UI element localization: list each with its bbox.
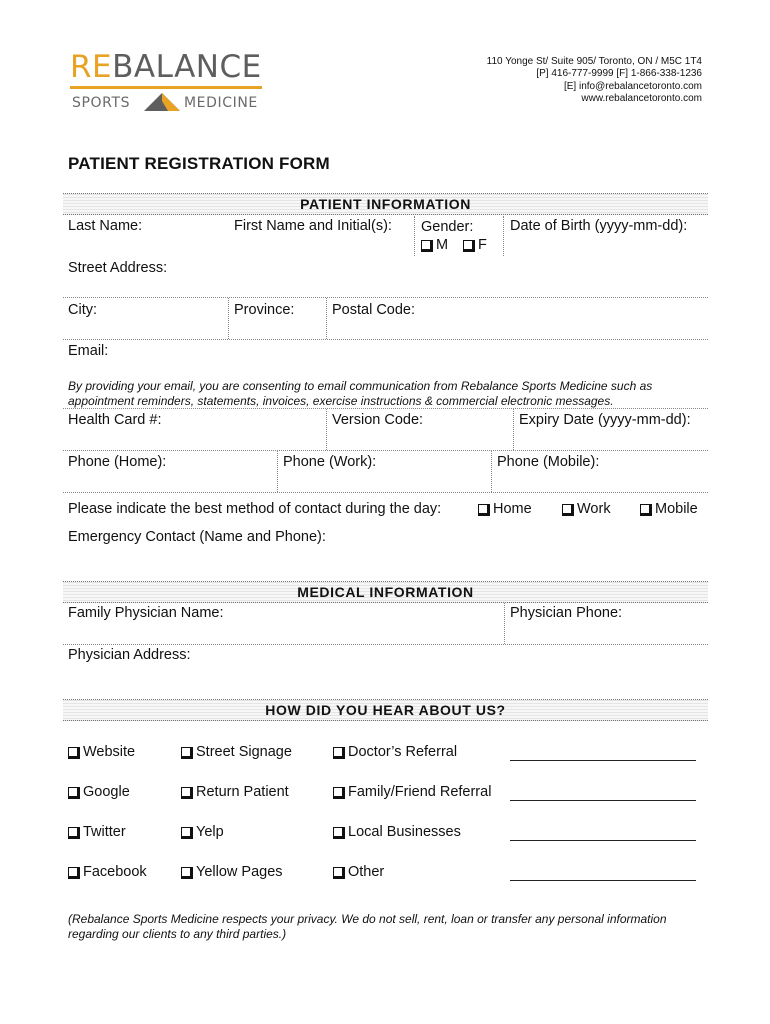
row-divider — [63, 339, 708, 340]
city-label: City: — [68, 302, 97, 318]
checkbox-icon[interactable] — [68, 747, 78, 757]
referral-option-label: Twitter — [83, 824, 126, 840]
divider — [491, 451, 492, 492]
patient-info-heading: PATIENT INFORMATION — [300, 196, 471, 212]
gender-f-option[interactable] — [463, 237, 487, 253]
logo-underline — [70, 86, 262, 89]
province-label: Province: — [234, 302, 295, 318]
contact-home-option[interactable] — [478, 501, 532, 517]
form-title: PATIENT REGISTRATION FORM — [68, 154, 330, 173]
divider — [326, 409, 327, 450]
referral-option-label: Street Signage — [196, 744, 292, 760]
email-note-line-1: By providing your email, you are consenting to email communication from Rebalance Sports Medicine such as — [68, 379, 653, 393]
row-divider — [63, 450, 708, 451]
referral-option-label: Family/Friend Referral — [348, 784, 492, 800]
checkbox-icon[interactable] — [181, 827, 191, 837]
email-consent-note — [68, 379, 718, 408]
gender-label: Gender: — [421, 219, 474, 235]
checkbox-icon[interactable] — [181, 867, 191, 877]
row-divider — [63, 297, 708, 298]
referral-blank-line[interactable] — [510, 840, 696, 841]
divider — [503, 216, 504, 256]
checkbox-icon[interactable] — [478, 504, 488, 514]
referral-yelp-option[interactable] — [181, 824, 224, 840]
referral-return-patient-option[interactable] — [181, 784, 289, 800]
referral-street-signage-option[interactable] — [181, 744, 292, 760]
referral-option-label: Doctor’s Referral — [348, 744, 458, 760]
logo-balance-text: BALANCE — [112, 49, 262, 85]
referral-option-label: Other — [348, 864, 385, 880]
medical-info-heading: MEDICAL INFORMATION — [297, 584, 474, 600]
contact-method-label: Please indicate the best method of contact during the day: — [68, 501, 442, 517]
referral-website-option[interactable] — [68, 744, 135, 760]
contact-mobile-label: Mobile — [655, 501, 698, 517]
contact-mobile-option[interactable] — [640, 501, 698, 517]
last-name-label: Last Name: — [68, 218, 143, 234]
referral-twitter-option[interactable] — [68, 824, 126, 840]
phone-home-label: Phone (Home): — [68, 454, 167, 470]
referral-blank-line[interactable] — [510, 800, 696, 801]
contact-home-label: Home — [493, 501, 532, 517]
patient-info-header — [63, 193, 708, 215]
referral-other-option[interactable] — [333, 864, 384, 880]
address-line-2: [P] 416-777-9999 [F] 1-866-338-1236 — [536, 68, 702, 80]
checkbox-icon[interactable] — [333, 787, 343, 797]
row-divider — [63, 492, 708, 493]
gender-m-option[interactable] — [421, 237, 448, 253]
referral-local-businesses-option[interactable] — [333, 824, 461, 840]
contact-work-option[interactable] — [562, 501, 611, 517]
health-card-label: Health Card #: — [68, 412, 162, 428]
logo-triangle-icon — [142, 90, 182, 112]
clinic-address — [487, 56, 702, 106]
address-line-4: www.rebalancetoronto.com — [581, 93, 702, 105]
physician-address-label: Physician Address: — [68, 647, 191, 663]
referral-option-label: Yelp — [196, 824, 224, 840]
referral-option-label: Local Businesses — [348, 824, 461, 840]
referral-google-option[interactable] — [68, 784, 130, 800]
privacy-line-1: (Rebalance Sports Medicine respects your privacy. We do not sell, rent, loan or transfer any personal information — [68, 912, 667, 926]
address-line-1: 110 Yonge St/ Suite 905/ Toronto, ON / M5C 1T4 — [486, 56, 702, 67]
referral-option-label: Website — [83, 744, 136, 760]
row-divider — [63, 408, 708, 409]
checkbox-icon[interactable] — [333, 867, 343, 877]
phone-mobile-label: Phone (Mobile): — [497, 454, 600, 470]
logo-sports-text: SPORTS — [72, 95, 131, 111]
checkbox-icon[interactable] — [68, 827, 78, 837]
divider — [228, 298, 229, 339]
referral-heading: HOW DID YOU HEAR ABOUT US? — [265, 702, 506, 718]
physician-phone-label: Physician Phone: — [510, 605, 623, 621]
checkbox-icon[interactable] — [68, 787, 78, 797]
checkbox-icon[interactable] — [68, 867, 78, 877]
checkbox-icon[interactable] — [562, 504, 572, 514]
checkbox-icon[interactable] — [181, 747, 191, 757]
address-line-3: [E] info@rebalancetoronto.com — [563, 80, 702, 92]
referral-facebook-option[interactable] — [68, 864, 147, 880]
checkbox-icon[interactable] — [181, 787, 191, 797]
version-code-label: Version Code: — [332, 412, 424, 428]
referral-option-label: Return Patient — [196, 784, 289, 800]
emergency-contact-label: Emergency Contact (Name and Phone): — [68, 529, 326, 545]
checkbox-icon[interactable] — [333, 747, 343, 757]
referral-option-label: Yellow Pages — [196, 864, 283, 880]
checkbox-icon[interactable] — [640, 504, 650, 514]
email-label: Email: — [68, 343, 109, 359]
gender-m-label: M — [436, 237, 449, 253]
checkbox-icon[interactable] — [333, 827, 343, 837]
privacy-line-2: regarding our clients to any third parties.) — [68, 926, 287, 941]
checkbox-icon[interactable] — [421, 240, 431, 250]
gender-f-label: F — [478, 237, 487, 253]
logo-medicine-text: MEDICINE — [184, 95, 258, 111]
physician-name-label: Family Physician Name: — [68, 605, 224, 621]
row-divider — [63, 644, 708, 645]
referral-blank-line[interactable] — [510, 760, 696, 761]
dob-label: Date of Birth (yyyy-mm-dd): — [510, 218, 688, 234]
referral-blank-line[interactable] — [510, 880, 696, 881]
divider — [504, 603, 505, 644]
first-name-label: First Name and Initial(s): — [234, 218, 392, 234]
medical-info-header — [63, 581, 708, 603]
divider — [277, 451, 278, 492]
divider — [414, 216, 415, 256]
email-note-line-2: appointment reminders, statements, invoices, exercise instructions & commercial electronic messages. — [68, 393, 614, 408]
privacy-note — [68, 912, 718, 941]
referral-family-friend-option[interactable] — [333, 784, 491, 800]
phone-work-label: Phone (Work): — [283, 454, 377, 470]
checkbox-icon[interactable] — [463, 240, 473, 250]
street-address-label: Street Address: — [68, 260, 168, 276]
referral-option-label: Google — [83, 784, 130, 800]
postal-code-label: Postal Code: — [332, 302, 416, 318]
referral-header — [63, 699, 708, 721]
referral-doctors-referral-option[interactable] — [333, 744, 457, 760]
logo-wordmark — [70, 49, 262, 85]
referral-option-label: Facebook — [83, 864, 147, 880]
logo-re-text: RE — [70, 49, 113, 85]
expiry-date-label: Expiry Date (yyyy-mm-dd): — [519, 412, 691, 428]
divider — [326, 298, 327, 339]
divider — [513, 409, 514, 450]
contact-work-label: Work — [577, 501, 611, 517]
referral-yellow-pages-option[interactable] — [181, 864, 283, 880]
